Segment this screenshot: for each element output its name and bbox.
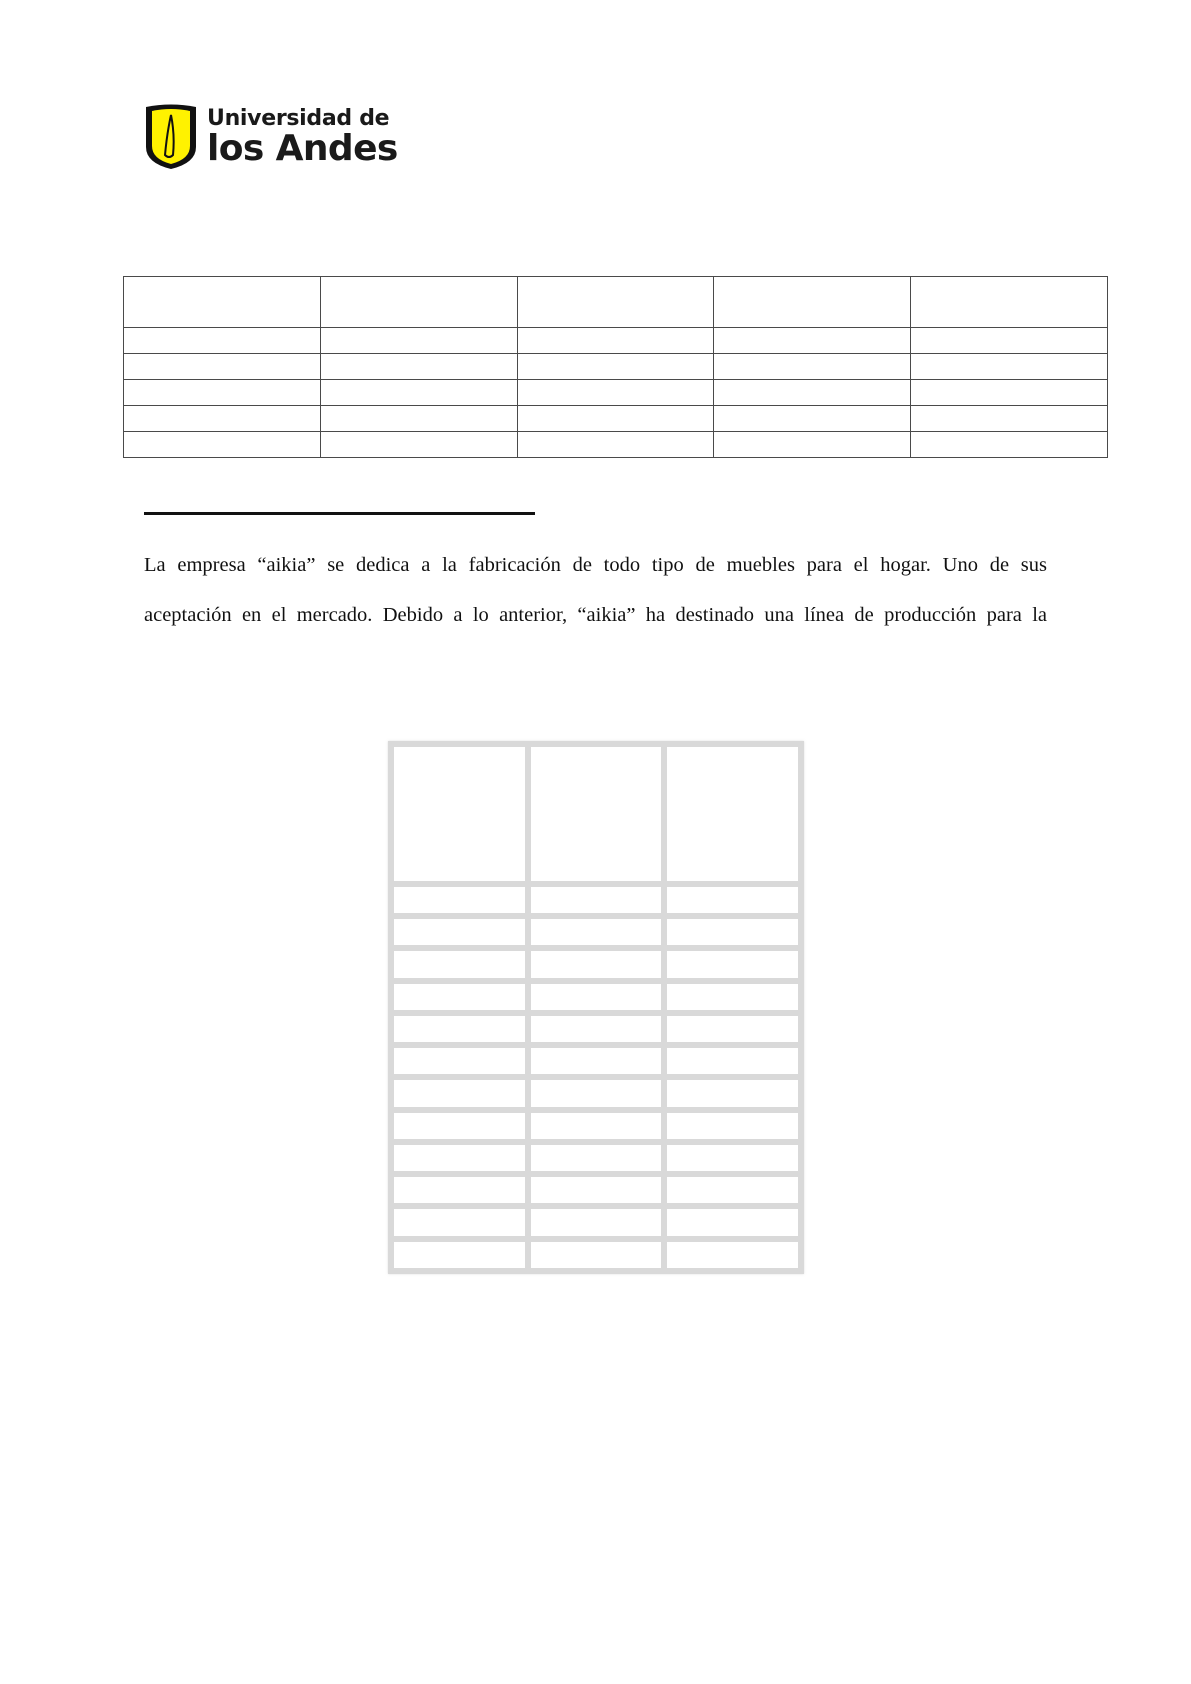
- table2-cell: [391, 948, 528, 980]
- table1-cell: [517, 328, 714, 354]
- table2-cell: [528, 1239, 665, 1271]
- body-paragraph: [144, 540, 1047, 640]
- table1-row: [124, 328, 1108, 354]
- table1-cell: [517, 406, 714, 432]
- table1-cell: [517, 380, 714, 406]
- table2-cell: [391, 1239, 528, 1271]
- table1-cell: [714, 354, 911, 380]
- table2-cell: [664, 1142, 801, 1174]
- table2-cell: [391, 884, 528, 916]
- table2-cell: [528, 1174, 665, 1206]
- university-logo: [143, 102, 398, 172]
- table2-cell: [664, 1045, 801, 1077]
- table1-cell: [320, 380, 517, 406]
- table1-cell: [124, 432, 321, 458]
- table2-row: [391, 981, 801, 1013]
- table2-cell: [664, 1013, 801, 1045]
- table1-header-cell: [714, 277, 911, 328]
- table1-cell: [714, 380, 911, 406]
- table2-cell: [664, 948, 801, 980]
- table1-cell: [911, 328, 1108, 354]
- table2-row: [391, 1077, 801, 1109]
- table2-row: [391, 1174, 801, 1206]
- table1-cell: [714, 406, 911, 432]
- table1-cell: [124, 406, 321, 432]
- table1-cell: [911, 432, 1108, 458]
- table1-cell: [320, 328, 517, 354]
- table1-header-cell: [911, 277, 1108, 328]
- table2-cell: [528, 1206, 665, 1238]
- table2-row: [391, 1013, 801, 1045]
- table1-row: [124, 380, 1108, 406]
- table1-row: [124, 432, 1108, 458]
- logo-wordmark: [207, 105, 398, 169]
- table1-cell: [911, 406, 1108, 432]
- table2-cell: [664, 1206, 801, 1238]
- logo-line-2: los Andes: [207, 127, 398, 169]
- table2-row: [391, 916, 801, 948]
- table2-cell: [528, 1142, 665, 1174]
- table2-row: [391, 1206, 801, 1238]
- table2-row: [391, 1239, 801, 1271]
- table2-header-row: [391, 744, 801, 884]
- table2-row: [391, 1142, 801, 1174]
- table2-header-cell: [664, 744, 801, 884]
- table1-header-row: [124, 277, 1108, 328]
- table2-cell: [391, 916, 528, 948]
- table2-cell: [664, 1110, 801, 1142]
- table2-cell: [391, 1110, 528, 1142]
- table2-header-cell: [391, 744, 528, 884]
- table2-cell: [391, 1206, 528, 1238]
- table1-cell: [517, 354, 714, 380]
- university-shield-icon: [143, 103, 199, 171]
- table2-cell: [528, 916, 665, 948]
- table2-row: [391, 1110, 801, 1142]
- table2-cell: [528, 981, 665, 1013]
- table2-cell: [528, 1110, 665, 1142]
- table1-cell: [124, 380, 321, 406]
- table2-cell: [391, 1045, 528, 1077]
- table2-cell: [391, 981, 528, 1013]
- table2-cell: [664, 981, 801, 1013]
- table1-cell: [320, 406, 517, 432]
- table2-header-cell: [528, 744, 665, 884]
- data-table-2: [388, 741, 804, 1274]
- table2-cell: [664, 1077, 801, 1109]
- table2-cell: [664, 1174, 801, 1206]
- paragraph-line: La empresa “aikia” se dedica a la fabricación de todo tipo de muebles para el hogar. Uno de sus: [144, 554, 1047, 576]
- table1-cell: [517, 432, 714, 458]
- table2-cell: [391, 1013, 528, 1045]
- table2-cell: [391, 1174, 528, 1206]
- table1-row: [124, 354, 1108, 380]
- table2-row: [391, 948, 801, 980]
- table1-header-cell: [320, 277, 517, 328]
- table1-cell: [320, 432, 517, 458]
- table2-cell: [664, 916, 801, 948]
- table1-cell: [911, 380, 1108, 406]
- paragraph-line: aceptación en el mercado. Debido a lo anterior, “aikia” ha destinado una línea de producción para la: [144, 604, 1047, 626]
- table2-cell: [391, 1142, 528, 1174]
- table2-cell: [528, 948, 665, 980]
- table2-cell: [528, 1077, 665, 1109]
- logo-line-1: Universidad de: [207, 105, 390, 131]
- table1-header-cell: [124, 277, 321, 328]
- table2-cell: [664, 1239, 801, 1271]
- table2-cell: [391, 1077, 528, 1109]
- data-table-1: [123, 276, 1108, 458]
- section-heading-rule: [144, 512, 535, 515]
- table1-cell: [320, 354, 517, 380]
- table2-row: [391, 884, 801, 916]
- table2-cell: [528, 1045, 665, 1077]
- table2-cell: [528, 884, 665, 916]
- table1-cell: [124, 328, 321, 354]
- table1-cell: [124, 354, 321, 380]
- table1-header-cell: [517, 277, 714, 328]
- table2-row: [391, 1045, 801, 1077]
- table2-cell: [664, 884, 801, 916]
- table1-row: [124, 406, 1108, 432]
- table1-cell: [911, 354, 1108, 380]
- table1-cell: [714, 432, 911, 458]
- table1-cell: [714, 328, 911, 354]
- table2-cell: [528, 1013, 665, 1045]
